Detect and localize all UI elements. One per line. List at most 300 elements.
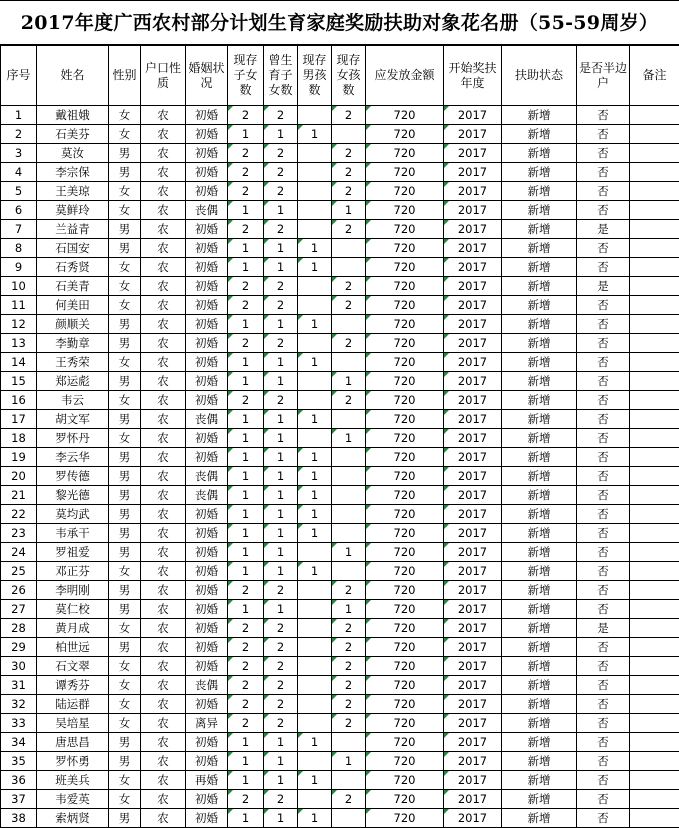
cell-gender: 女 bbox=[109, 695, 141, 714]
cell-start-year: 2017 bbox=[444, 144, 502, 163]
cell-amount: 720 bbox=[366, 714, 444, 733]
cell-marital: 初婚 bbox=[186, 296, 228, 315]
cell-start-year: 2017 bbox=[444, 391, 502, 410]
column-header: 婚姻状况 bbox=[186, 46, 228, 106]
table-row bbox=[1, 505, 679, 524]
cell-remark bbox=[630, 657, 679, 676]
cell-girls bbox=[332, 733, 366, 752]
cell-name: 王美琼 bbox=[37, 182, 109, 201]
cell-amount: 720 bbox=[366, 391, 444, 410]
cell-half-household: 否 bbox=[577, 429, 630, 448]
column-header: 是否半边户 bbox=[577, 46, 630, 106]
cell-children: 2 bbox=[228, 391, 264, 410]
cell-children: 1 bbox=[228, 600, 264, 619]
cell-amount: 720 bbox=[366, 505, 444, 524]
cell-girls bbox=[332, 410, 366, 429]
cell-name: 吴培星 bbox=[37, 714, 109, 733]
cell-status: 新增 bbox=[502, 524, 577, 543]
cell-name: 黎光德 bbox=[37, 486, 109, 505]
table-row bbox=[1, 562, 679, 581]
cell-marital: 初婚 bbox=[186, 752, 228, 771]
cell-gender: 女 bbox=[109, 201, 141, 220]
cell-boys bbox=[298, 182, 332, 201]
cell-half-household: 否 bbox=[577, 695, 630, 714]
cell-born: 2 bbox=[264, 182, 298, 201]
cell-remark bbox=[630, 771, 679, 790]
cell-half-household: 否 bbox=[577, 201, 630, 220]
cell-hukou: 农 bbox=[141, 562, 186, 581]
cell-girls: 2 bbox=[332, 182, 366, 201]
cell-name: 韦云 bbox=[37, 391, 109, 410]
cell-children: 2 bbox=[228, 714, 264, 733]
cell-status: 新增 bbox=[502, 125, 577, 144]
cell-children: 2 bbox=[228, 182, 264, 201]
cell-children: 2 bbox=[228, 144, 264, 163]
cell-half-household: 否 bbox=[577, 657, 630, 676]
cell-status: 新增 bbox=[502, 239, 577, 258]
cell-hukou: 农 bbox=[141, 315, 186, 334]
cell-marital: 初婚 bbox=[186, 106, 228, 125]
cell-boys: 1 bbox=[298, 771, 332, 790]
cell-born: 1 bbox=[264, 125, 298, 144]
cell-girls: 2 bbox=[332, 334, 366, 353]
beneficiary-table bbox=[0, 45, 679, 828]
cell-start-year: 2017 bbox=[444, 315, 502, 334]
cell-status: 新增 bbox=[502, 258, 577, 277]
cell-gender: 女 bbox=[109, 771, 141, 790]
cell-start-year: 2017 bbox=[444, 562, 502, 581]
cell-children: 1 bbox=[228, 372, 264, 391]
cell-amount: 720 bbox=[366, 410, 444, 429]
cell-children: 1 bbox=[228, 809, 264, 828]
cell-status: 新增 bbox=[502, 296, 577, 315]
cell-seq: 20 bbox=[1, 467, 37, 486]
cell-gender: 男 bbox=[109, 543, 141, 562]
cell-hukou: 农 bbox=[141, 771, 186, 790]
cell-seq: 11 bbox=[1, 296, 37, 315]
cell-children: 1 bbox=[228, 258, 264, 277]
cell-seq: 28 bbox=[1, 619, 37, 638]
cell-gender: 女 bbox=[109, 391, 141, 410]
cell-marital: 初婚 bbox=[186, 182, 228, 201]
cell-half-household: 否 bbox=[577, 296, 630, 315]
cell-girls bbox=[332, 524, 366, 543]
cell-boys bbox=[298, 144, 332, 163]
cell-name: 罗祖爱 bbox=[37, 543, 109, 562]
column-header: 扶助状态 bbox=[502, 46, 577, 106]
cell-born: 2 bbox=[264, 220, 298, 239]
cell-hukou: 农 bbox=[141, 619, 186, 638]
cell-hukou: 农 bbox=[141, 429, 186, 448]
cell-children: 2 bbox=[228, 657, 264, 676]
cell-born: 2 bbox=[264, 144, 298, 163]
cell-start-year: 2017 bbox=[444, 809, 502, 828]
cell-girls: 2 bbox=[332, 790, 366, 809]
cell-remark bbox=[630, 790, 679, 809]
cell-amount: 720 bbox=[366, 695, 444, 714]
table-row bbox=[1, 581, 679, 600]
cell-boys bbox=[298, 619, 332, 638]
cell-born: 1 bbox=[264, 410, 298, 429]
column-header: 现存男孩数 bbox=[298, 46, 332, 106]
cell-gender: 男 bbox=[109, 638, 141, 657]
cell-amount: 720 bbox=[366, 524, 444, 543]
cell-hukou: 农 bbox=[141, 125, 186, 144]
cell-girls bbox=[332, 448, 366, 467]
cell-born: 2 bbox=[264, 581, 298, 600]
cell-children: 1 bbox=[228, 315, 264, 334]
cell-name: 罗怀勇 bbox=[37, 752, 109, 771]
cell-boys: 1 bbox=[298, 505, 332, 524]
cell-half-household: 否 bbox=[577, 239, 630, 258]
cell-start-year: 2017 bbox=[444, 372, 502, 391]
cell-born: 2 bbox=[264, 657, 298, 676]
cell-start-year: 2017 bbox=[444, 277, 502, 296]
cell-girls bbox=[332, 125, 366, 144]
cell-children: 1 bbox=[228, 543, 264, 562]
cell-children: 1 bbox=[228, 486, 264, 505]
cell-hukou: 农 bbox=[141, 239, 186, 258]
cell-gender: 男 bbox=[109, 315, 141, 334]
cell-half-household: 否 bbox=[577, 752, 630, 771]
cell-boys bbox=[298, 657, 332, 676]
cell-girls: 2 bbox=[332, 296, 366, 315]
cell-amount: 720 bbox=[366, 201, 444, 220]
cell-girls bbox=[332, 771, 366, 790]
cell-hukou: 农 bbox=[141, 600, 186, 619]
cell-start-year: 2017 bbox=[444, 201, 502, 220]
cell-boys: 1 bbox=[298, 410, 332, 429]
cell-remark bbox=[630, 296, 679, 315]
table-row bbox=[1, 220, 679, 239]
cell-born: 1 bbox=[264, 771, 298, 790]
cell-boys bbox=[298, 714, 332, 733]
cell-marital: 初婚 bbox=[186, 619, 228, 638]
cell-start-year: 2017 bbox=[444, 619, 502, 638]
cell-children: 2 bbox=[228, 638, 264, 657]
cell-amount: 720 bbox=[366, 353, 444, 372]
table-row bbox=[1, 619, 679, 638]
cell-name: 颜顺关 bbox=[37, 315, 109, 334]
cell-remark bbox=[630, 467, 679, 486]
cell-amount: 720 bbox=[366, 619, 444, 638]
cell-hukou: 农 bbox=[141, 486, 186, 505]
cell-amount: 720 bbox=[366, 809, 444, 828]
cell-girls: 2 bbox=[332, 695, 366, 714]
cell-half-household: 否 bbox=[577, 163, 630, 182]
cell-seq: 27 bbox=[1, 600, 37, 619]
cell-status: 新增 bbox=[502, 315, 577, 334]
cell-half-household: 是 bbox=[577, 277, 630, 296]
cell-remark bbox=[630, 410, 679, 429]
cell-gender: 女 bbox=[109, 277, 141, 296]
cell-remark bbox=[630, 448, 679, 467]
cell-marital: 初婚 bbox=[186, 733, 228, 752]
cell-status: 新增 bbox=[502, 562, 577, 581]
column-header: 应发放金额 bbox=[366, 46, 444, 106]
cell-remark bbox=[630, 144, 679, 163]
table-row bbox=[1, 657, 679, 676]
cell-girls: 2 bbox=[332, 220, 366, 239]
cell-start-year: 2017 bbox=[444, 163, 502, 182]
table-row bbox=[1, 144, 679, 163]
cell-children: 2 bbox=[228, 277, 264, 296]
cell-seq: 4 bbox=[1, 163, 37, 182]
cell-name: 韦承干 bbox=[37, 524, 109, 543]
cell-status: 新增 bbox=[502, 771, 577, 790]
table-row bbox=[1, 182, 679, 201]
cell-seq: 6 bbox=[1, 201, 37, 220]
cell-marital: 初婚 bbox=[186, 391, 228, 410]
cell-remark bbox=[630, 391, 679, 410]
cell-girls: 2 bbox=[332, 144, 366, 163]
cell-status: 新增 bbox=[502, 486, 577, 505]
cell-name: 石秀贤 bbox=[37, 258, 109, 277]
cell-hukou: 农 bbox=[141, 391, 186, 410]
cell-name: 胡文军 bbox=[37, 410, 109, 429]
cell-start-year: 2017 bbox=[444, 543, 502, 562]
cell-gender: 女 bbox=[109, 619, 141, 638]
cell-born: 2 bbox=[264, 277, 298, 296]
cell-seq: 38 bbox=[1, 809, 37, 828]
cell-remark bbox=[630, 600, 679, 619]
cell-marital: 初婚 bbox=[186, 638, 228, 657]
cell-marital: 初婚 bbox=[186, 353, 228, 372]
cell-seq: 34 bbox=[1, 733, 37, 752]
cell-name: 罗传德 bbox=[37, 467, 109, 486]
cell-girls bbox=[332, 486, 366, 505]
cell-status: 新增 bbox=[502, 638, 577, 657]
cell-seq: 31 bbox=[1, 676, 37, 695]
cell-marital: 丧偶 bbox=[186, 201, 228, 220]
cell-hukou: 农 bbox=[141, 277, 186, 296]
cell-name: 郑运彪 bbox=[37, 372, 109, 391]
cell-marital: 丧偶 bbox=[186, 467, 228, 486]
cell-remark bbox=[630, 106, 679, 125]
cell-remark bbox=[630, 619, 679, 638]
cell-boys: 1 bbox=[298, 239, 332, 258]
cell-born: 2 bbox=[264, 790, 298, 809]
cell-status: 新增 bbox=[502, 714, 577, 733]
cell-hukou: 农 bbox=[141, 695, 186, 714]
cell-remark bbox=[630, 239, 679, 258]
cell-amount: 720 bbox=[366, 676, 444, 695]
cell-boys: 1 bbox=[298, 486, 332, 505]
cell-hukou: 农 bbox=[141, 505, 186, 524]
cell-boys bbox=[298, 106, 332, 125]
column-header: 备注 bbox=[630, 46, 679, 106]
cell-start-year: 2017 bbox=[444, 676, 502, 695]
cell-hukou: 农 bbox=[141, 752, 186, 771]
cell-gender: 男 bbox=[109, 163, 141, 182]
cell-girls bbox=[332, 562, 366, 581]
cell-marital: 初婚 bbox=[186, 543, 228, 562]
cell-seq: 32 bbox=[1, 695, 37, 714]
cell-status: 新增 bbox=[502, 733, 577, 752]
cell-girls: 2 bbox=[332, 714, 366, 733]
cell-hukou: 农 bbox=[141, 657, 186, 676]
table-body bbox=[1, 106, 679, 828]
cell-born: 2 bbox=[264, 619, 298, 638]
cell-name: 李勤章 bbox=[37, 334, 109, 353]
cell-boys: 1 bbox=[298, 733, 332, 752]
cell-start-year: 2017 bbox=[444, 220, 502, 239]
cell-born: 1 bbox=[264, 600, 298, 619]
column-header: 姓名 bbox=[37, 46, 109, 106]
cell-start-year: 2017 bbox=[444, 182, 502, 201]
cell-status: 新增 bbox=[502, 676, 577, 695]
cell-amount: 720 bbox=[366, 182, 444, 201]
cell-children: 1 bbox=[228, 505, 264, 524]
cell-boys bbox=[298, 752, 332, 771]
cell-hukou: 农 bbox=[141, 524, 186, 543]
cell-girls: 1 bbox=[332, 752, 366, 771]
cell-name: 索炳贤 bbox=[37, 809, 109, 828]
cell-amount: 720 bbox=[366, 429, 444, 448]
cell-status: 新增 bbox=[502, 467, 577, 486]
cell-start-year: 2017 bbox=[444, 657, 502, 676]
table-row bbox=[1, 467, 679, 486]
cell-girls: 2 bbox=[332, 619, 366, 638]
table-row bbox=[1, 790, 679, 809]
cell-status: 新增 bbox=[502, 429, 577, 448]
cell-name: 石美芬 bbox=[37, 125, 109, 144]
cell-seq: 36 bbox=[1, 771, 37, 790]
cell-start-year: 2017 bbox=[444, 581, 502, 600]
table-row bbox=[1, 353, 679, 372]
cell-hukou: 农 bbox=[141, 144, 186, 163]
cell-gender: 男 bbox=[109, 486, 141, 505]
cell-status: 新增 bbox=[502, 809, 577, 828]
cell-gender: 女 bbox=[109, 106, 141, 125]
cell-hukou: 农 bbox=[141, 353, 186, 372]
cell-amount: 720 bbox=[366, 277, 444, 296]
cell-remark bbox=[630, 543, 679, 562]
cell-name: 邓正芬 bbox=[37, 562, 109, 581]
cell-children: 1 bbox=[228, 448, 264, 467]
cell-amount: 720 bbox=[366, 296, 444, 315]
cell-name: 李云华 bbox=[37, 448, 109, 467]
cell-seq: 13 bbox=[1, 334, 37, 353]
cell-remark bbox=[630, 676, 679, 695]
cell-boys: 1 bbox=[298, 524, 332, 543]
cell-gender: 男 bbox=[109, 334, 141, 353]
cell-children: 2 bbox=[228, 619, 264, 638]
cell-marital: 初婚 bbox=[186, 505, 228, 524]
cell-children: 1 bbox=[228, 429, 264, 448]
cell-half-household: 否 bbox=[577, 353, 630, 372]
cell-children: 1 bbox=[228, 201, 264, 220]
cell-name: 莫鲜玲 bbox=[37, 201, 109, 220]
cell-status: 新增 bbox=[502, 372, 577, 391]
cell-gender: 男 bbox=[109, 372, 141, 391]
table-row bbox=[1, 106, 679, 125]
cell-name: 莫均武 bbox=[37, 505, 109, 524]
cell-seq: 3 bbox=[1, 144, 37, 163]
cell-hukou: 农 bbox=[141, 448, 186, 467]
cell-girls: 2 bbox=[332, 106, 366, 125]
cell-half-household: 否 bbox=[577, 315, 630, 334]
cell-seq: 37 bbox=[1, 790, 37, 809]
cell-born: 2 bbox=[264, 695, 298, 714]
cell-status: 新增 bbox=[502, 695, 577, 714]
cell-gender: 女 bbox=[109, 429, 141, 448]
cell-amount: 720 bbox=[366, 600, 444, 619]
table-row bbox=[1, 125, 679, 144]
cell-hukou: 农 bbox=[141, 809, 186, 828]
cell-marital: 初婚 bbox=[186, 809, 228, 828]
cell-marital: 丧偶 bbox=[186, 676, 228, 695]
cell-seq: 29 bbox=[1, 638, 37, 657]
cell-marital: 初婚 bbox=[186, 277, 228, 296]
cell-seq: 14 bbox=[1, 353, 37, 372]
cell-half-household: 否 bbox=[577, 467, 630, 486]
cell-marital: 初婚 bbox=[186, 239, 228, 258]
cell-born: 1 bbox=[264, 809, 298, 828]
cell-start-year: 2017 bbox=[444, 600, 502, 619]
header-row bbox=[1, 46, 679, 106]
cell-boys: 1 bbox=[298, 315, 332, 334]
cell-hukou: 农 bbox=[141, 638, 186, 657]
cell-boys bbox=[298, 163, 332, 182]
cell-children: 2 bbox=[228, 334, 264, 353]
cell-gender: 男 bbox=[109, 752, 141, 771]
cell-status: 新增 bbox=[502, 600, 577, 619]
cell-children: 1 bbox=[228, 562, 264, 581]
cell-start-year: 2017 bbox=[444, 296, 502, 315]
cell-name: 兰益青 bbox=[37, 220, 109, 239]
cell-start-year: 2017 bbox=[444, 524, 502, 543]
cell-amount: 720 bbox=[366, 733, 444, 752]
cell-boys bbox=[298, 638, 332, 657]
cell-marital: 初婚 bbox=[186, 448, 228, 467]
cell-status: 新增 bbox=[502, 201, 577, 220]
cell-name: 石美青 bbox=[37, 277, 109, 296]
cell-remark bbox=[630, 201, 679, 220]
cell-marital: 初婚 bbox=[186, 220, 228, 239]
cell-half-household: 否 bbox=[577, 676, 630, 695]
cell-status: 新增 bbox=[502, 543, 577, 562]
cell-marital: 再婚 bbox=[186, 771, 228, 790]
table-row bbox=[1, 543, 679, 562]
cell-status: 新增 bbox=[502, 353, 577, 372]
cell-amount: 720 bbox=[366, 790, 444, 809]
cell-gender: 女 bbox=[109, 562, 141, 581]
cell-seq: 21 bbox=[1, 486, 37, 505]
cell-gender: 女 bbox=[109, 258, 141, 277]
table-row bbox=[1, 714, 679, 733]
cell-remark bbox=[630, 125, 679, 144]
cell-girls: 1 bbox=[332, 372, 366, 391]
cell-hukou: 农 bbox=[141, 258, 186, 277]
cell-start-year: 2017 bbox=[444, 695, 502, 714]
cell-born: 1 bbox=[264, 752, 298, 771]
table-row bbox=[1, 695, 679, 714]
cell-start-year: 2017 bbox=[444, 334, 502, 353]
cell-boys bbox=[298, 334, 332, 353]
table-row bbox=[1, 296, 679, 315]
cell-children: 1 bbox=[228, 353, 264, 372]
cell-gender: 女 bbox=[109, 790, 141, 809]
cell-half-household: 否 bbox=[577, 562, 630, 581]
cell-amount: 720 bbox=[366, 486, 444, 505]
cell-hukou: 农 bbox=[141, 676, 186, 695]
cell-born: 2 bbox=[264, 714, 298, 733]
table-row bbox=[1, 733, 679, 752]
cell-hukou: 农 bbox=[141, 334, 186, 353]
cell-half-household: 否 bbox=[577, 638, 630, 657]
cell-gender: 男 bbox=[109, 733, 141, 752]
